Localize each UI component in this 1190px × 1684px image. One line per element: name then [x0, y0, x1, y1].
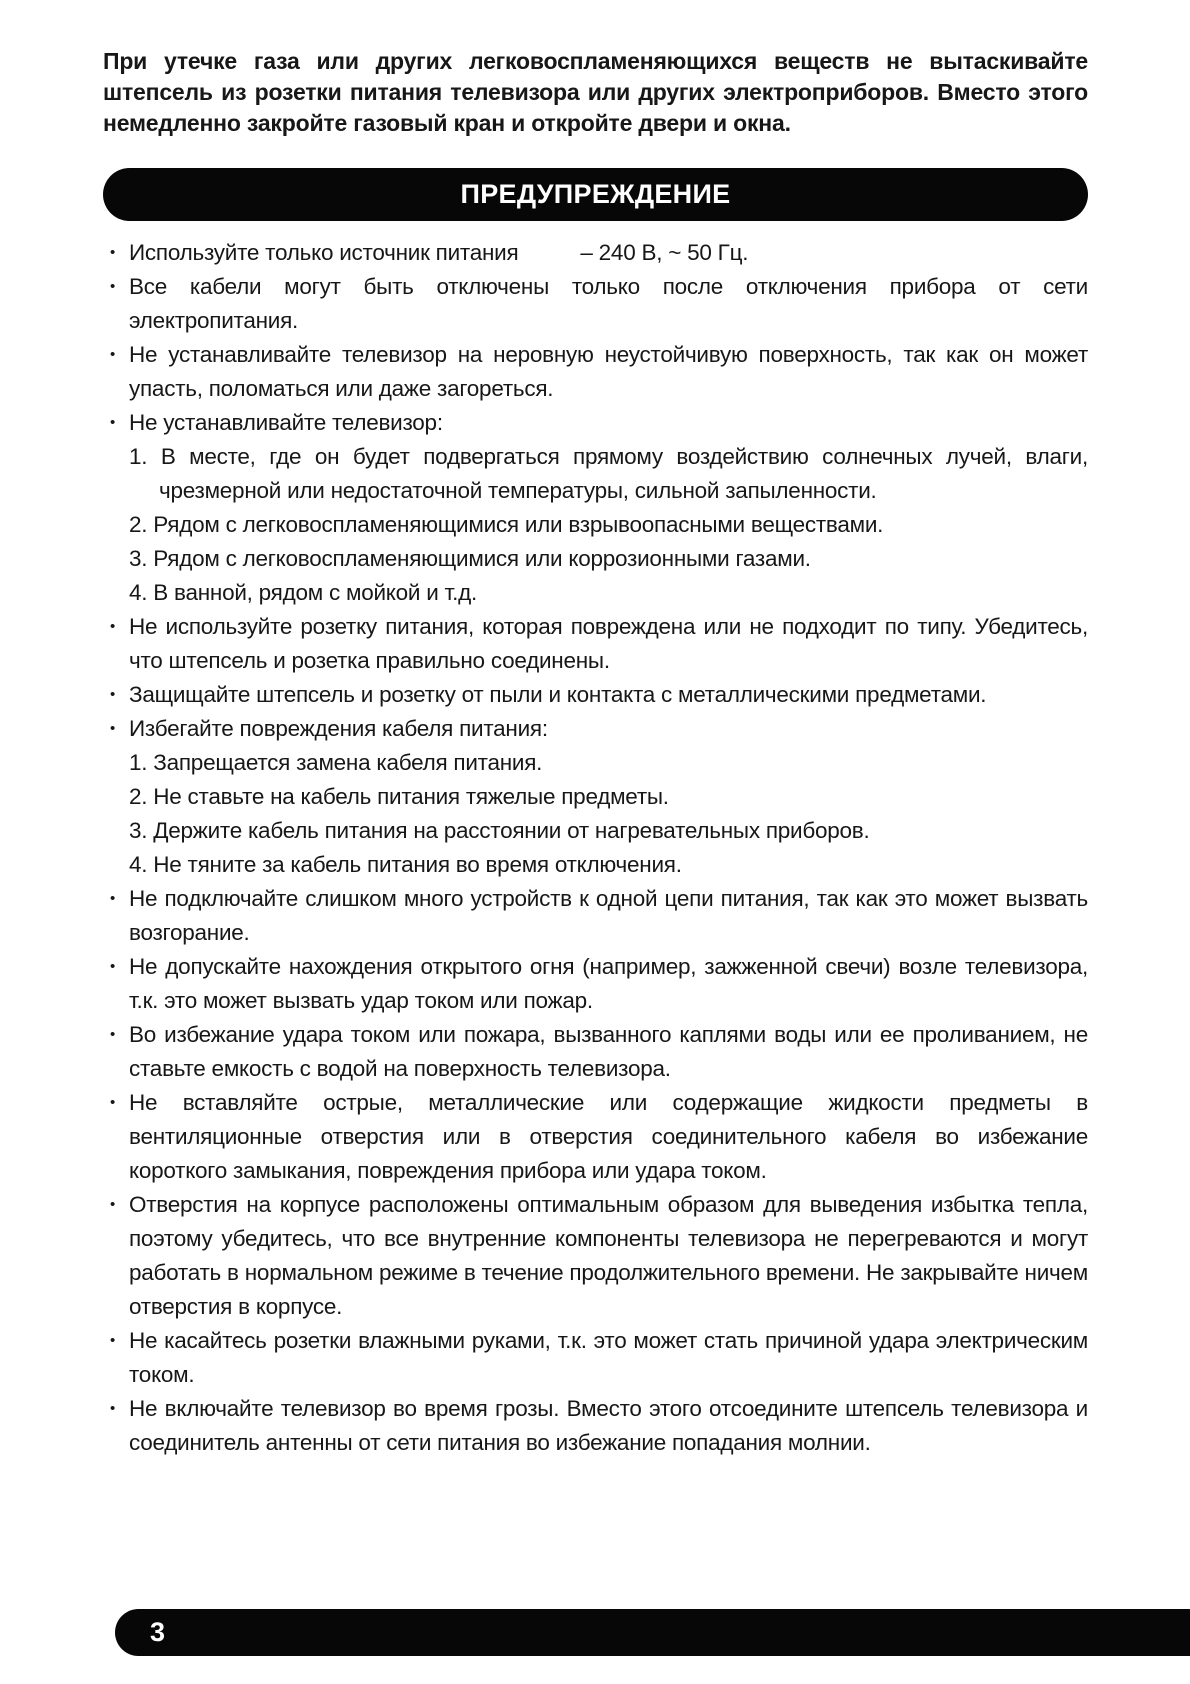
- list-item-text: Во избежание удара током или пожара, вызванного каплями воды или ее проливанием, не ставьте емкость с водой на поверхность телевизора.: [129, 1022, 1088, 1081]
- bullet-icon: •: [110, 1400, 116, 1417]
- list-item-power-source: [103, 236, 1088, 270]
- bullet-icon: •: [110, 686, 116, 703]
- numbered-sub-item: 3. Рядом с легковоспламеняющимися или коррозионными газами.: [129, 546, 811, 571]
- banner-title: ПРЕДУПРЕЖДЕНИЕ: [460, 179, 731, 209]
- list-item-thunderstorm: [103, 1392, 1088, 1460]
- list-item-cable-damage: [103, 712, 1088, 882]
- page-footer-bar: [115, 1609, 1190, 1656]
- numbered-sub-item: 3. Держите кабель питания на расстоянии от нагревательных приборов.: [129, 818, 870, 843]
- list-item-text: Не устанавливайте телевизор:: [129, 410, 443, 435]
- list-item-damaged-socket: [103, 610, 1088, 678]
- list-item-overload-circuit: [103, 882, 1088, 950]
- bullet-icon: •: [110, 244, 116, 261]
- list-item-text: Не подключайте слишком много устройств к одной цепи питания, так как это может вызвать возгорание.: [129, 886, 1088, 945]
- intro-warning-text: При утечке газа или других легковоспламеняющихся веществ не вытаскивайте штепсель из розетки питания телевизора или других электроприборов. Вместо этого немедленно закройте газовый кран и откройте двери и окна.: [103, 48, 1088, 136]
- numbered-sub-item: 4. Не тяните за кабель питания во время отключения.: [129, 852, 682, 877]
- bullet-icon: •: [110, 1094, 116, 1111]
- bullet-icon: •: [110, 414, 116, 431]
- list-item-ventilation: [103, 1188, 1088, 1324]
- list-item-text: Не включайте телевизор во время грозы. Вместо этого отсоедините штепсель телевизора и соединитель антенны от сети питания во избежание попадания молнии.: [129, 1396, 1088, 1455]
- list-item-text: Все кабели могут быть отключены только после отключения прибора от сети электропитания.: [129, 274, 1088, 333]
- list-item-text: [129, 236, 1088, 270]
- list-item-sharp-objects: [103, 1086, 1088, 1188]
- list-item-text: Не касайтесь розетки влажными руками, т.к. это может стать причиной удара электрическим током.: [129, 1328, 1088, 1387]
- numbered-sub-item: 1. Запрещается замена кабеля питания.: [129, 750, 543, 775]
- page-number: 3: [150, 1617, 166, 1647]
- numbered-sub-item: 1. В месте, где он будет подвергаться прямому воздействию солнечных лучей, влаги, чрезмерной или недостаточной температуры, сильной запыленности.: [129, 444, 1088, 503]
- list-item-text: Избегайте повреждения кабеля питания:: [129, 716, 548, 741]
- list-item-text: Не используйте розетку питания, которая повреждена или не подходит по типу. Убедитесь, что штепсель и розетка правильно соединены.: [129, 614, 1088, 673]
- list-item-wet-hands: [103, 1324, 1088, 1392]
- bullet-icon: •: [110, 278, 116, 295]
- list-item-protect-plug: [103, 678, 1088, 712]
- bullet-icon: •: [110, 1332, 116, 1349]
- item-text: Используйте только источник питания: [129, 240, 519, 265]
- numbered-sub-item: 4. В ванной, рядом с мойкой и т.д.: [129, 580, 477, 605]
- list-item-water: [103, 1018, 1088, 1086]
- bullet-icon: •: [110, 1196, 116, 1213]
- list-item-unstable-surface: [103, 338, 1088, 406]
- numbered-sub-item: 2. Не ставьте на кабель питания тяжелые предметы.: [129, 784, 669, 809]
- bullet-icon: •: [110, 346, 116, 363]
- list-item-text: Отверстия на корпусе расположены оптимальным образом для выведения избытка тепла, поэтому убедитесь, что все внутренние компоненты телевизора не перегреваются и могут работать в нормальном режиме в течение продолжительного времени. Не закрывайте ничем отверстия в корпусе.: [129, 1192, 1088, 1319]
- bullet-icon: •: [110, 1026, 116, 1043]
- numbered-sub-item: 2. Рядом с легковоспламеняющимися или взрывоопасными веществами.: [129, 512, 884, 537]
- list-item-text: Не устанавливайте телевизор на неровную неустойчивую поверхность, так как он может упасть, поломаться или даже загореться.: [129, 342, 1088, 401]
- bullet-icon: •: [110, 890, 116, 907]
- list-item-text: Защищайте штепсель и розетку от пыли и контакта с металлическими предметами.: [129, 682, 987, 707]
- warning-banner: [103, 168, 1088, 221]
- list-item-cables: [103, 270, 1088, 338]
- power-spec-value: – 240 В, ~ 50 Гц.: [580, 240, 749, 265]
- list-item-text: Не допускайте нахождения открытого огня (например, зажженной свечи) возле телевизора, т.к. это может вызвать удар током или пожар.: [129, 954, 1088, 1013]
- bullet-icon: •: [110, 958, 116, 975]
- list-item-open-flame: [103, 950, 1088, 1018]
- warning-list: [103, 236, 1088, 1460]
- list-item-text: Не вставляйте острые, металлические или содержащие жидкости предметы в вентиляционные отверстия или в отверстия соединительного кабеля во избежание короткого замыкания, повреждения прибора или удара током.: [129, 1090, 1088, 1183]
- bullet-icon: •: [110, 720, 116, 737]
- list-item-placement: [103, 406, 1088, 610]
- bullet-icon: •: [110, 618, 116, 635]
